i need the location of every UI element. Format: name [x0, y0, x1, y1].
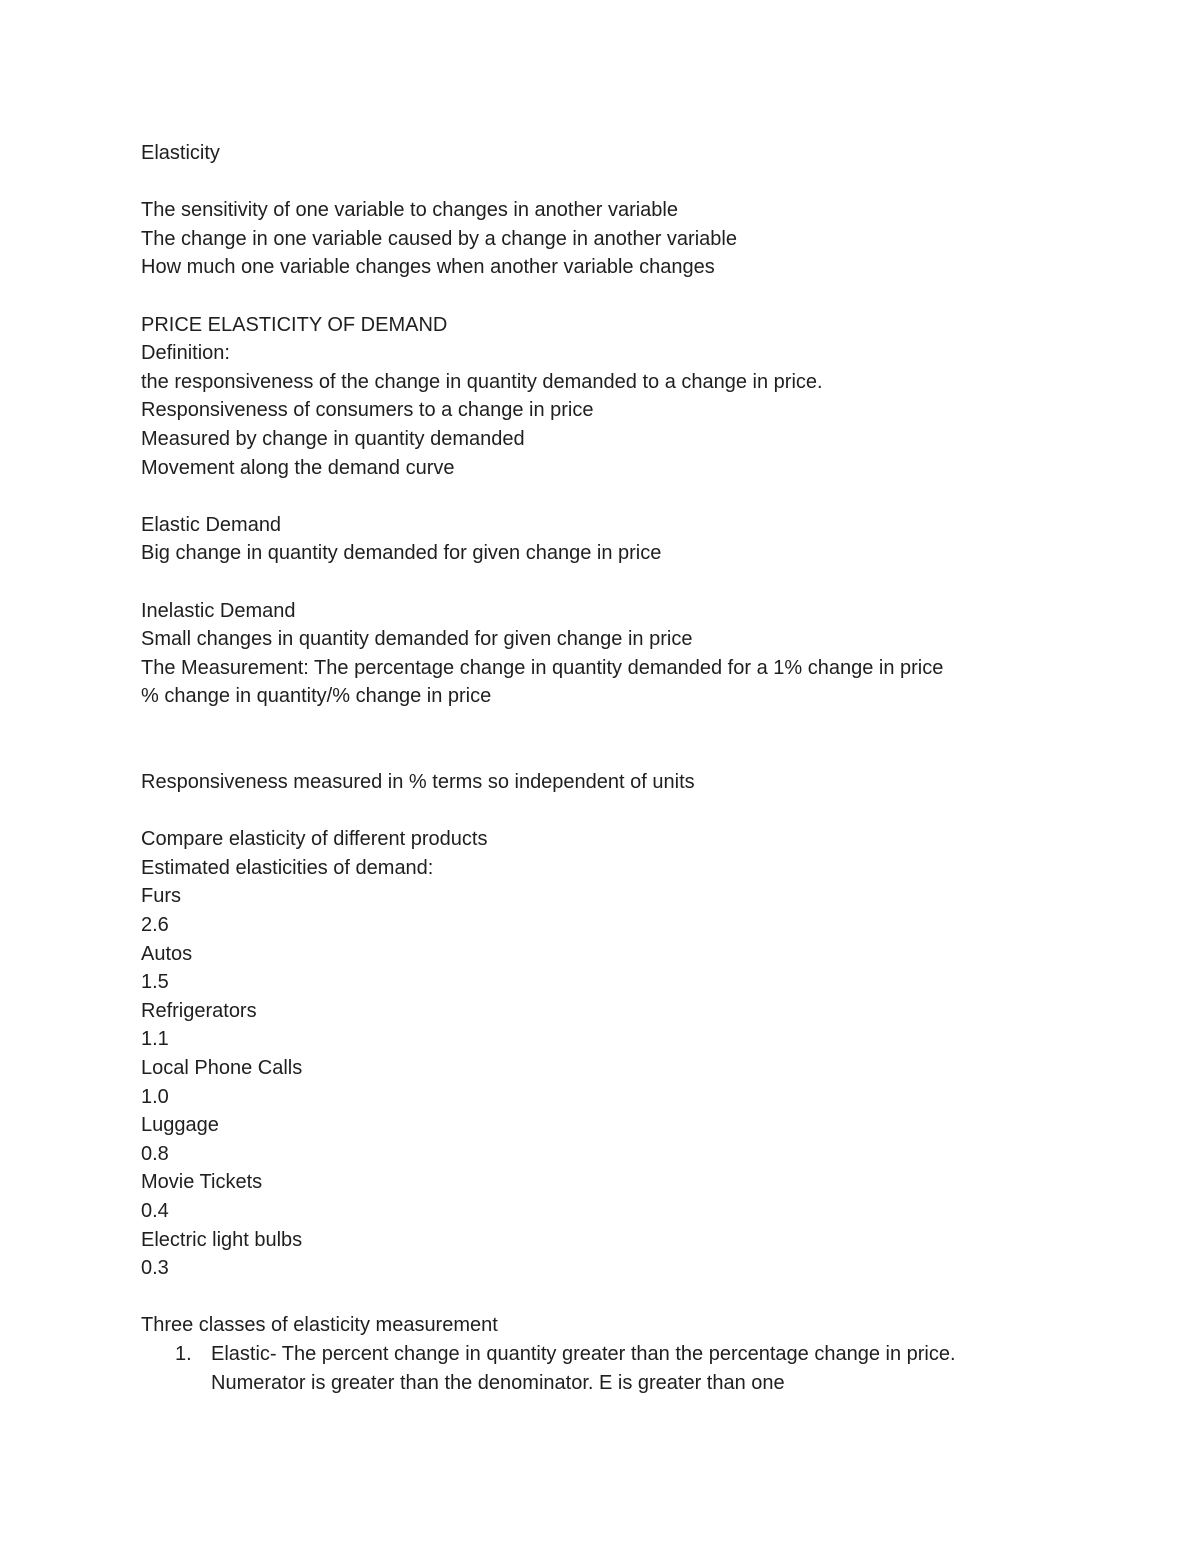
product-name: Autos: [141, 942, 193, 965]
ped-line: Movement along the demand curve: [141, 456, 455, 479]
section-heading-inelastic: Inelastic Demand: [141, 599, 296, 622]
blank-line: [141, 1283, 1101, 1312]
compare-subheading: Estimated elasticities of demand:: [141, 856, 434, 879]
elastic-line: Big change in quantity demanded for given change in price: [141, 542, 662, 565]
product-elasticity: 2.6: [141, 914, 169, 937]
classes-list: [141, 1340, 1101, 1397]
blank-line: [141, 739, 1101, 768]
inelastic-line: The Measurement: The percentage change in quantity demanded for a 1% change in price: [141, 656, 944, 679]
units-note: Responsiveness measured in % terms so independent of units: [141, 771, 695, 794]
blank-line: [141, 482, 1101, 511]
intro-line: The sensitivity of one variable to changes in another variable: [141, 199, 678, 222]
ped-line: Measured by change in quantity demanded: [141, 427, 525, 450]
section-heading-classes: Three classes of elasticity measurement: [141, 1314, 498, 1337]
inelastic-line: % change in quantity/% change in price: [141, 685, 492, 708]
section-heading-ped: PRICE ELASTICITY OF DEMAND: [141, 313, 448, 336]
product-elasticity: 1.1: [141, 1028, 169, 1051]
blank-line: [141, 282, 1101, 311]
intro-line: The change in one variable caused by a change in another variable: [141, 227, 737, 250]
intro-line: How much one variable changes when another variable changes: [141, 256, 715, 279]
list-number: 1.: [175, 1342, 192, 1365]
product-elasticity: 0.8: [141, 1142, 169, 1165]
blank-line: [141, 568, 1101, 597]
section-heading-compare: Compare elasticity of different products: [141, 828, 488, 851]
ped-line: Responsiveness of consumers to a change in price: [141, 399, 594, 422]
product-elasticity: 1.0: [141, 1085, 169, 1108]
inelastic-line: Small changes in quantity demanded for given change in price: [141, 628, 693, 651]
list-item: [141, 1340, 1101, 1397]
product-name: Movie Tickets: [141, 1171, 263, 1194]
product-elasticity: 0.4: [141, 1199, 169, 1222]
document-title: Elasticity: [141, 142, 220, 164]
product-name: Luggage: [141, 1114, 219, 1137]
section-heading-elastic: Elastic Demand: [141, 513, 282, 536]
blank-line: [141, 797, 1101, 826]
definition-label: Definition:: [141, 342, 230, 365]
document-body: [141, 139, 1101, 1397]
product-name: Electric light bulbs: [141, 1228, 303, 1251]
list-item-line: Elastic- The percent change in quantity greater than the percentage change in price.: [211, 1342, 956, 1365]
blank-line: [141, 711, 1101, 740]
product-elasticity: 1.5: [141, 971, 169, 994]
blank-line: [141, 168, 1101, 197]
product-name: Refrigerators: [141, 999, 257, 1022]
list-item-line: Numerator is greater than the denominator. E is greater than one: [211, 1371, 785, 1394]
product-elasticity: 0.3: [141, 1257, 169, 1280]
product-name: Furs: [141, 885, 181, 908]
product-name: Local Phone Calls: [141, 1057, 303, 1079]
ped-line: the responsiveness of the change in quantity demanded to a change in price.: [141, 370, 823, 393]
